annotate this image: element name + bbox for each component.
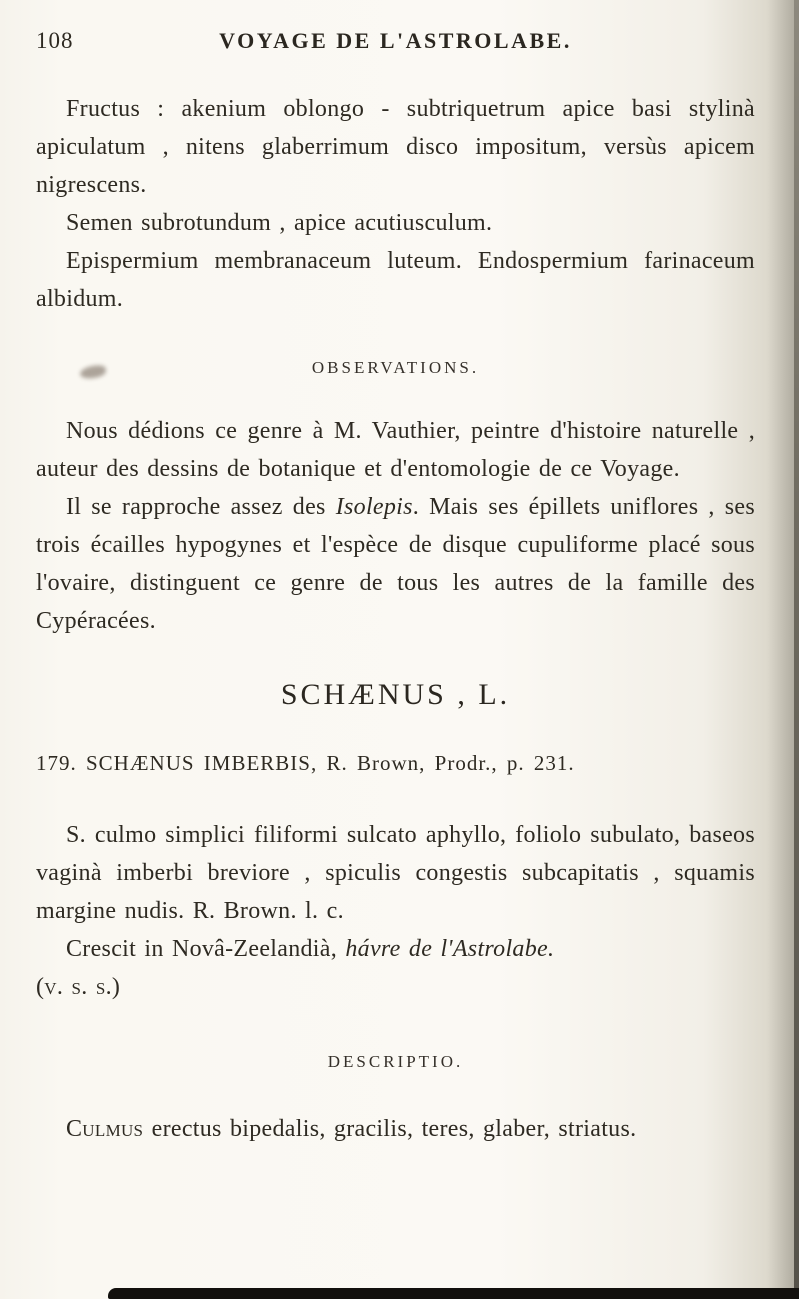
paragraph-observations-1: Nous dédions ce genre à M. Vauthier, peintre d'histoire naturelle , auteur des dessins de botanique et d'entomologie de ce Voyage. [36, 418, 755, 482]
page-content [36, 90, 755, 1148]
paragraph-culmus [36, 1110, 755, 1148]
paragraph-epispermium: Epispermium membranaceum luteum. Endospermium farinaceum albidum. [36, 248, 755, 312]
paragraph-fructus: Fructus : akenium oblongo - subtriquetrum apice basi stylinà apiculatum , nitens glaberrimum disco impositum, versùs apicem nigrescens. [36, 96, 755, 198]
scan-edge-bottom [108, 1288, 799, 1299]
observations-heading: OBSERVATIONS. [311, 358, 480, 377]
paragraph-observations-2 [36, 488, 755, 640]
culmus-text: erectus bipedalis, gracilis, teres, glaber, striatus. [143, 1116, 637, 1142]
page-number: 108 [36, 28, 74, 53]
vss-abbreviation: (v. s. s.) [36, 974, 121, 1000]
paragraph-diagnosis: S. culmo simplici filiformi sulcato aphyllo, foliolo subulato, baseos vaginà imberbi breviore , spiculis congestis subcapitatis , squamis margine nudis. R. Brown. l. c. [36, 822, 755, 924]
observations-2-text: Il se rapproche assez des [66, 494, 336, 520]
havre-astrolabe-italic: hávre de l'Astrolabe. [345, 936, 555, 962]
descriptio-heading: DESCRIPTIO. [327, 1052, 464, 1071]
paragraph-crescit [36, 930, 755, 1006]
scan-edge-right [794, 0, 799, 1299]
running-title: VOYAGE DE L'ASTROLABE. [219, 28, 572, 53]
species-heading: 179. SCHÆNUS IMBERBIS, R. Brown, Prodr., p. 231. [36, 751, 575, 775]
paragraph-semen: Semen subrotundum , apice acutiusculum. [66, 210, 493, 236]
isolepis-italic: Isolepis [335, 494, 413, 520]
culmus-smallcaps: Culmus [66, 1116, 144, 1142]
crescit-text: Crescit in Novâ-Zeelandià, [66, 936, 346, 962]
page-header [36, 28, 755, 58]
observations-2-text-cont: . Mais ses épillets uniflores , ses trois écailles hypogynes et l'espèce de disque cupuliforme placé sous l'ovaire, distinguent ce genre de tous les autres de la famille des Cypéracées. [36, 494, 755, 634]
genus-heading: SCHÆNUS , L. [280, 678, 511, 711]
